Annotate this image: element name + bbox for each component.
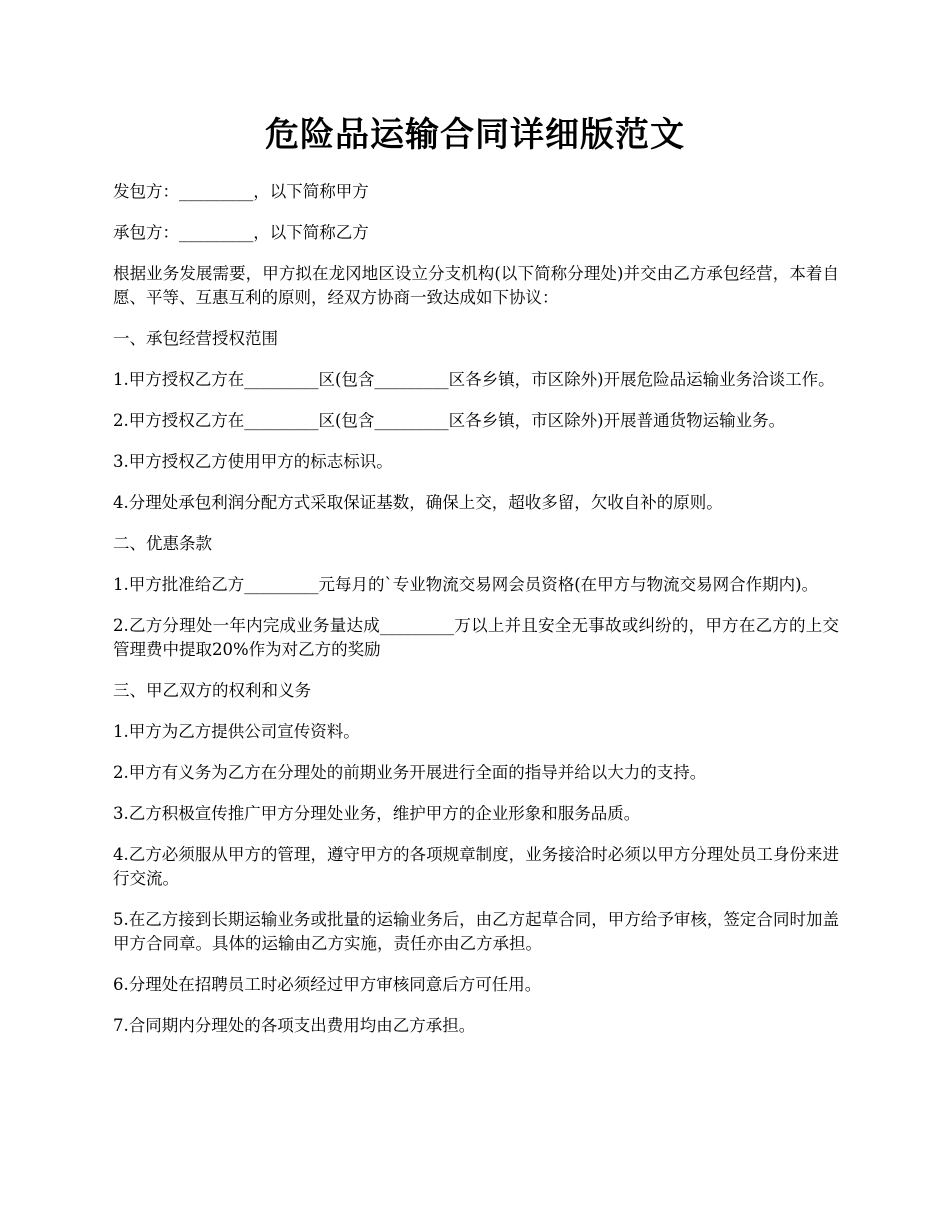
clause-3-4: 4.乙方必须服从甲方的管理，遵守甲方的各项规章制度，业务接洽时必须以甲方分理处员工身份来进行交流。	[113, 845, 839, 888]
clause-3-2: 2.甲方有义务为乙方在分理处的前期业务开展进行全面的指导并给以大力的支持。	[113, 763, 707, 782]
preamble-paragraph: 根据业务发展需要，甲方拟在龙冈地区设立分支机构(以下简称分理处)并交由乙方承包经营，本着自愿、平等、互惠互利的原则，经双方协商一致达成如下协议：	[113, 264, 839, 307]
clause-2-1: 1.甲方批准给乙方_________元每月的`专业物流交易网会员资格(在甲方与物流交易网合作期内)。	[113, 575, 819, 594]
section-heading-1: 一、承包经营授权范围	[113, 329, 278, 348]
section-heading-3: 三、甲乙双方的权利和义务	[113, 681, 311, 700]
clause-2-2: 2.乙方分理处一年内完成业务量达成_________万以上并且安全无事故或纠纷的，甲方在乙方的上交管理费中提取20%作为对乙方的奖励	[113, 616, 839, 659]
clause-1-4: 4.分理处承包利润分配方式采取保证基数，确保上交，超收多留，欠收自补的原则。	[113, 493, 723, 512]
clause-1-1: 1.甲方授权乙方在_________区(包含_________区各乡镇，市区除外)开展危险品运输业务洽谈工作。	[113, 370, 835, 389]
clause-3-6: 6.分理处在招聘员工时必须经过甲方审核同意后方可任用。	[113, 975, 542, 994]
section-heading-2: 二、优惠条款	[113, 534, 212, 553]
party-b-line: 承包方：_________，以下简称乙方	[113, 223, 369, 242]
clause-1-2: 2.甲方授权乙方在_________区(包含_________区各乡镇，市区除外)开展普通货物运输业务。	[113, 411, 786, 430]
clause-3-1: 1.甲方为乙方提供公司宣传资料。	[113, 722, 360, 741]
clause-3-7: 7.合同期内分理处的各项支出费用均由乙方承担。	[113, 1016, 476, 1035]
party-a-line: 发包方：_________，以下简称甲方	[113, 182, 369, 201]
clause-1-3: 3.甲方授权乙方使用甲方的标志标识。	[113, 452, 393, 471]
document-body	[113, 180, 839, 1055]
document-title: 危险品运输合同详细版范文	[265, 115, 685, 155]
clause-3-5: 5.在乙方接到长期运输业务或批量的运输业务后，由乙方起草合同，甲方给予审核，签定合同时加盖甲方合同章。具体的运输由乙方实施，责任亦由乙方承担。	[113, 910, 839, 953]
clause-3-3: 3.乙方积极宣传推广甲方分理处业务，维护甲方的企业形象和服务品质。	[113, 804, 641, 823]
